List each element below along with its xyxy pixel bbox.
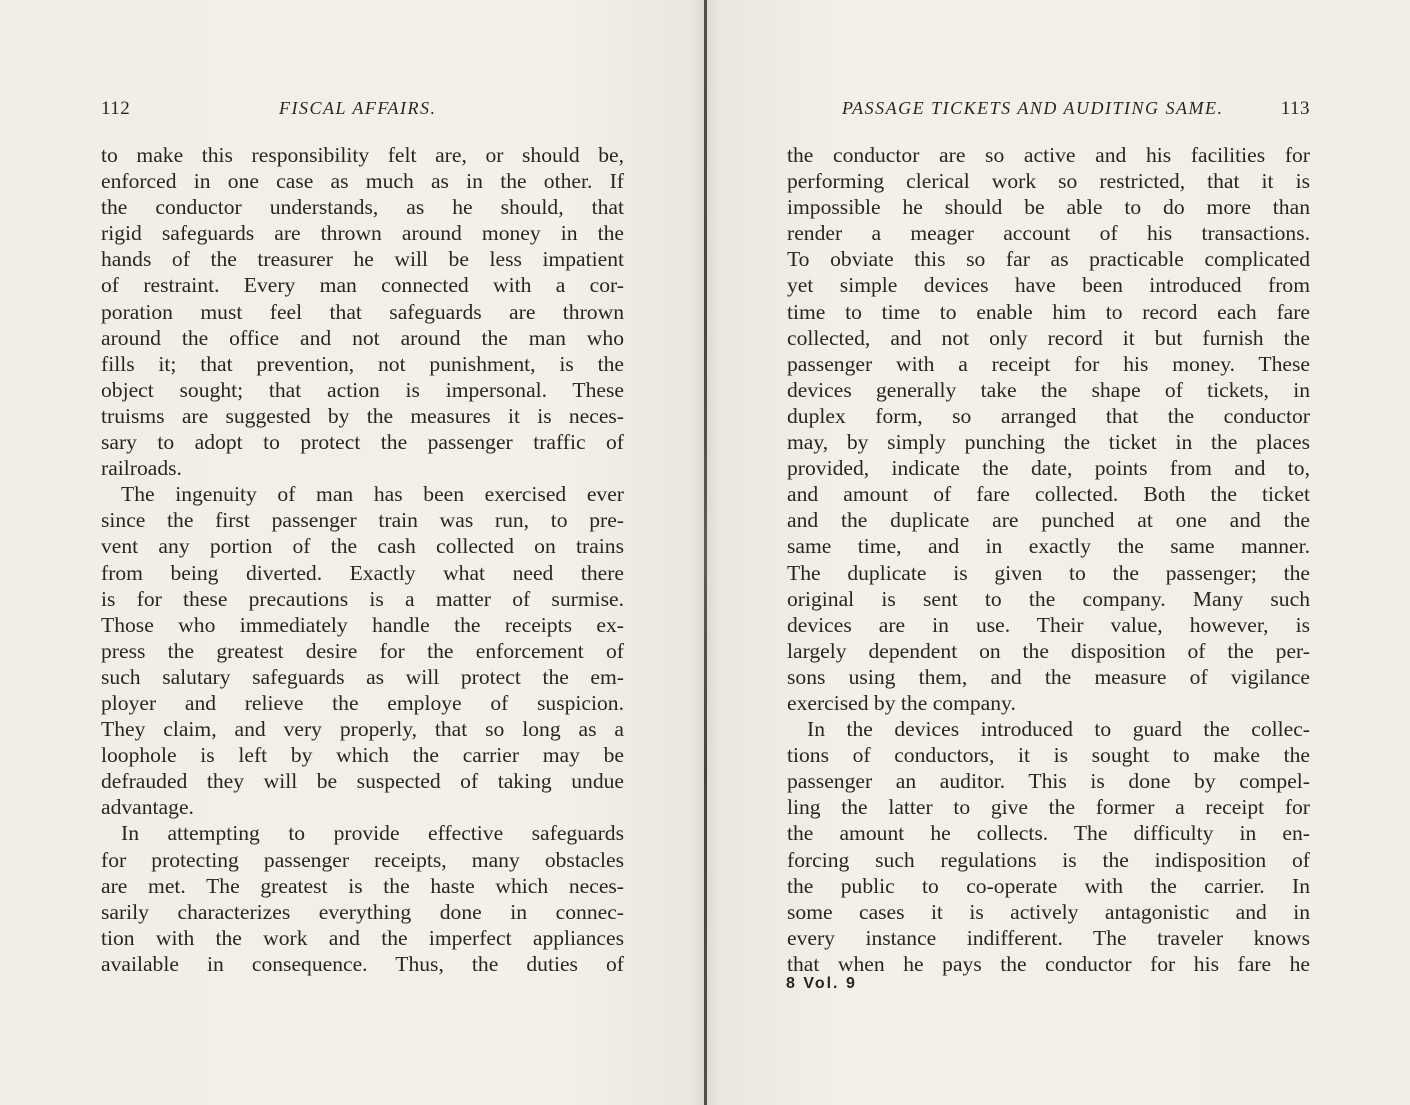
text-line: from being diverted. Exactly what need there (101, 560, 624, 585)
text-line: In the devices introduced to guard the collec- (807, 717, 1310, 742)
text-line: truisms are suggested by the measures it is neces- (101, 403, 624, 428)
text-line: rigid safeguards are thrown around money in the (101, 221, 624, 246)
left-page-header (101, 98, 624, 124)
text-line: time to time to enable him to record each fare (787, 299, 1310, 324)
text-line: render a meager account of his transactions. (787, 221, 1310, 246)
text-line: In attempting to provide effective safeguards (121, 821, 624, 846)
text-line: available in consequence. Thus, the duties of (101, 951, 624, 976)
text-line: forcing such regulations is the indisposition of (787, 847, 1310, 872)
text-line: such salutary safeguards as will protect the em- (101, 664, 624, 689)
text-line: the public to co-operate with the carrier. In (787, 873, 1310, 898)
text-line: same time, and in exactly the same manner. (787, 534, 1310, 559)
text-line: around the office and not around the man who (101, 325, 624, 350)
text-line: object sought; that action is impersonal. These (101, 377, 624, 402)
text-line: vent any portion of the cash collected on trains (101, 534, 624, 559)
text-line: the amount he collects. The difficulty in en- (787, 821, 1310, 846)
text-line: may, by simply punching the ticket in the places (787, 430, 1310, 455)
text-line: is for these precautions is a matter of surmise. (101, 586, 624, 611)
text-line: the conductor understands, as he should, that (101, 195, 624, 220)
text-line: collected, and not only record it but furnish the (787, 325, 1310, 350)
text-line: tions of conductors, it is sought to make the (787, 743, 1310, 768)
signature-mark: 8 Vol. 9 (786, 975, 857, 992)
text-line: defrauded they will be suspected of taking undue (101, 769, 624, 794)
text-line: largely dependent on the disposition of the per- (787, 638, 1310, 663)
text-line: tion with the work and the imperfect appliances (101, 925, 624, 950)
text-line: some cases it is actively antagonistic and in (787, 899, 1310, 924)
text-line: provided, indicate the date, points from and to, (787, 456, 1310, 481)
left-page-body (101, 142, 624, 977)
text-line: duplex form, so arranged that the conductor (787, 403, 1310, 428)
text-line: loophole is left by which the carrier may be (101, 743, 624, 768)
page-number: 112 (101, 98, 131, 119)
text-line: railroads. (101, 456, 182, 481)
running-head: PASSAGE TICKETS AND AUDITING SAME. (842, 98, 1224, 118)
text-line: sary to adopt to protect the passenger traffic of (101, 430, 624, 455)
right-page-body (787, 142, 1310, 977)
text-line: of restraint. Every man connected with a cor- (101, 273, 624, 298)
text-line: press the greatest desire for the enforcement of (101, 638, 624, 663)
text-line: Those who immediately handle the receipts ex- (101, 612, 624, 637)
text-line: poration must feel that safeguards are thrown (101, 299, 624, 324)
text-line: advantage. (101, 795, 194, 820)
text-line: sons using them, and the measure of vigilance (787, 664, 1310, 689)
text-line: impossible he should be able to do more than (787, 195, 1310, 220)
text-line: The ingenuity of man has been exercised ever (121, 482, 624, 507)
text-line: ling the latter to give the former a receipt for (787, 795, 1310, 820)
text-line: fills it; that prevention, not punishment, is the (101, 351, 624, 376)
text-line: ployer and relieve the employe of suspicion. (101, 690, 624, 715)
text-line: devices are in use. Their value, however, is (787, 612, 1310, 637)
text-line: They claim, and very properly, that so long as a (101, 717, 624, 742)
text-line: performing clerical work so restricted, that it is (787, 169, 1310, 194)
text-line: since the first passenger train was run, to pre- (101, 508, 624, 533)
text-line: original is sent to the company. Many such (787, 586, 1310, 611)
text-line: To obviate this so far as practicable complicated (787, 247, 1310, 272)
text-line: every instance indifferent. The traveler knows (787, 925, 1310, 950)
text-line: devices generally take the shape of tickets, in (787, 377, 1310, 402)
text-line: are met. The greatest is the haste which neces- (101, 873, 624, 898)
text-line: sarily characterizes everything done in connec- (101, 899, 624, 924)
running-head: FISCAL AFFAIRS. (279, 98, 437, 118)
text-line: the conductor are so active and his facilities for (787, 143, 1310, 167)
text-line: hands of the treasurer he will be less impatient (101, 247, 624, 272)
page-number: 113 (1280, 98, 1310, 119)
text-line: and the duplicate are punched at one and the (787, 508, 1310, 533)
right-page (707, 0, 1410, 1105)
right-page-header (787, 98, 1310, 124)
text-line: yet simple devices have been introduced from (787, 273, 1310, 298)
text-line: enforced in one case as much as in the other. If (101, 169, 624, 194)
text-line: The duplicate is given to the passenger; the (787, 560, 1310, 585)
left-page (0, 0, 704, 1105)
text-line: passenger with a receipt for his money. These (787, 351, 1310, 376)
text-line: to make this responsibility felt are, or should be, (101, 143, 624, 167)
text-line: for protecting passenger receipts, many obstacles (101, 847, 624, 872)
text-line: exercised by the company. (787, 690, 1016, 715)
text-line: and amount of fare collected. Both the ticket (787, 482, 1310, 507)
text-line: passenger an auditor. This is done by compel- (787, 769, 1310, 794)
text-line: that when he pays the conductor for his fare he (787, 951, 1310, 976)
